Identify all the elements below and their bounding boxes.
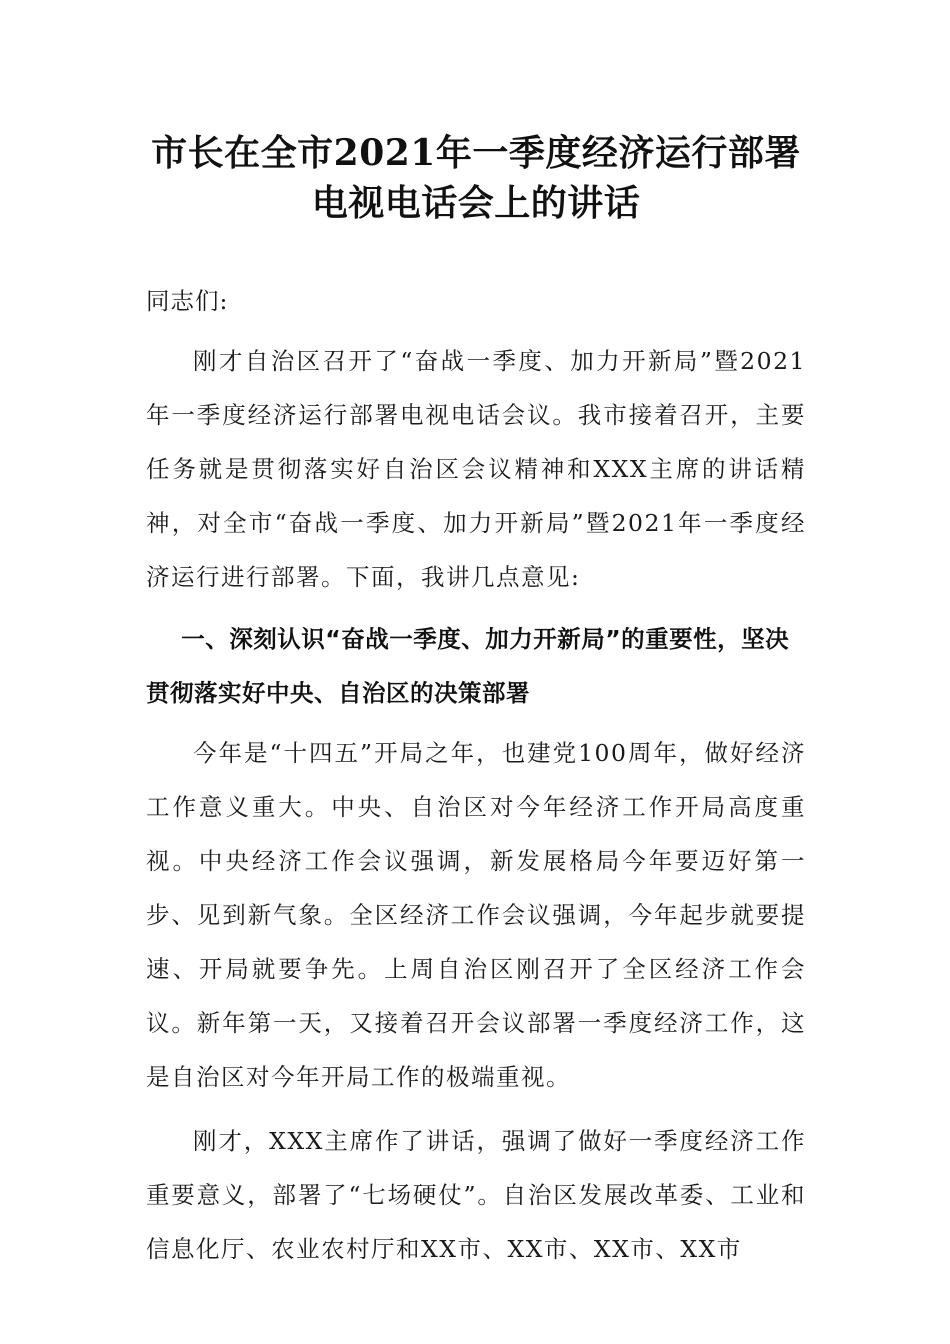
intro-paragraph: 刚才自治区召开了“奋战一季度、加力开新局”暨2021年一季度经济运行部署电视电话会议。我市接着召开，主要任务就是贯彻落实好自治区会议精神和XXX主席的讲话精神，对全市“奋战一季度、加力开新局”暨2021年一季度经济运行进行部署。下面，我讲几点意见: <box>146 347 806 591</box>
body-paragraph: 今年是“十四五”开局之年，也建党100周年，做好经济工作意义重大。中央、自治区对今年经济工作开局高度重视。中央经济工作会议强调，新发展格局今年要迈好第一步、见到新气象。全区经济工作会议强调，今年起步就要提速、开局就要争先。上周自治区刚召开了全区经济工作会议。新年第一天，又接着召开会议部署一季度经济工作，这是自治区对今年开局工作的极端重视。 <box>146 739 806 1091</box>
document-title: 市长在全市2021年一季度经济运行部署电视电话会上的讲话 <box>151 132 801 224</box>
body-paragraph: 刚才，XXX主席作了讲话，强调了做好一季度经济工作重要意义，部署了“七场硬仗”。自治区发展改革委、工业和信息化厅、农业农村厅和XX市、XX市、XX市、XX市 <box>146 1127 806 1263</box>
document-page <box>146 0 806 1276</box>
section-heading-1: 一、深刻认识“奋战一季度、加力开新局”的重要性，坚决贯彻落实好中央、自治区的决策部署 <box>146 625 790 707</box>
salutation: 同志们: <box>146 287 229 315</box>
